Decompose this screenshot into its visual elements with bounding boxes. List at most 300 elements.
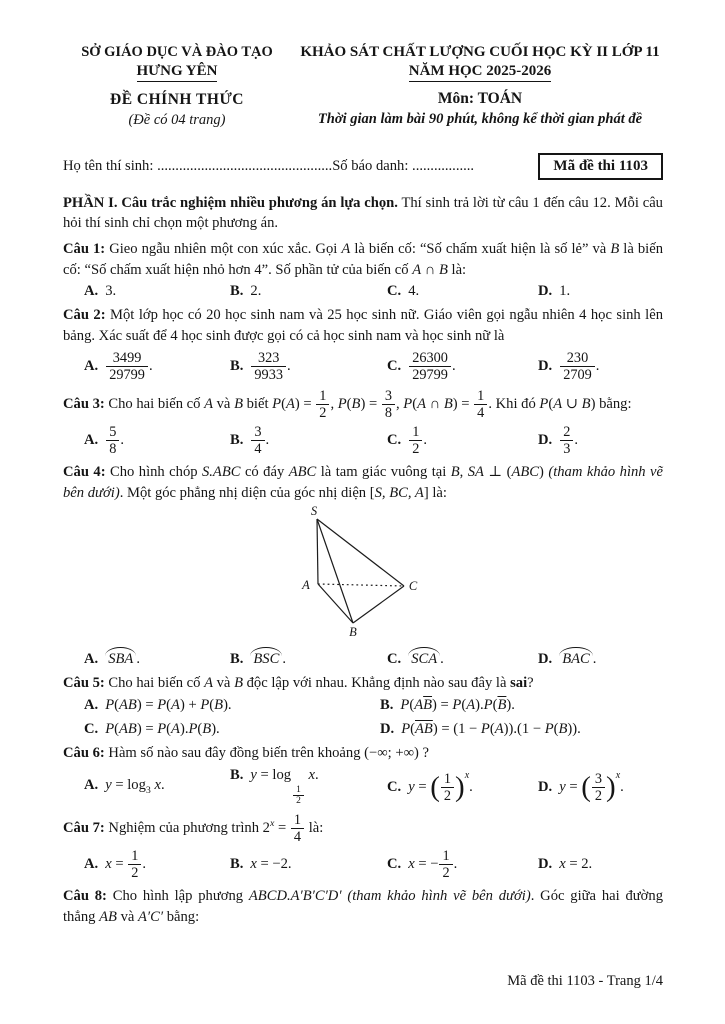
right-paren: ) <box>455 770 465 803</box>
text-run: . Góc giữa hai đường thẳng <box>63 888 663 925</box>
option-B <box>230 647 387 668</box>
wide-hat-angle: BAC <box>559 647 593 668</box>
text-run: ( <box>166 720 172 737</box>
question-6 <box>63 743 663 807</box>
question-1 <box>63 239 663 300</box>
text-run: ) + <box>179 696 201 713</box>
text-run: ( <box>197 720 203 737</box>
math-var: AB <box>119 720 137 737</box>
fraction-numerator: 1 <box>474 388 487 405</box>
question-text <box>63 812 663 845</box>
text-run: )). <box>567 720 581 737</box>
text-run: ( <box>409 696 415 713</box>
text-run: ( <box>114 720 119 737</box>
math-var: y <box>250 766 257 783</box>
text-run: ( <box>209 696 215 713</box>
duration-note: Thời gian làm bài 90 phút, không kể thời gian phát đề <box>317 111 643 127</box>
text-run: độc lập với nhau. Khẳng định nào sau đây là <box>242 675 511 692</box>
text-run: ). <box>223 696 232 713</box>
text-run: ) = <box>294 395 316 412</box>
option-key: C. <box>84 720 99 737</box>
option-B <box>230 283 387 300</box>
question-5 <box>63 673 663 738</box>
text-run: . <box>574 431 579 448</box>
text-run: ) = <box>360 395 381 412</box>
option-key: B. <box>380 696 394 713</box>
vertex-label-B: B <box>349 625 357 640</box>
fraction-numerator: 1 <box>316 388 329 405</box>
text-run: ) = <box>136 720 158 737</box>
text-run: . <box>469 778 473 795</box>
math-var: P <box>483 696 493 713</box>
option-key: A. <box>84 777 99 794</box>
options-row <box>63 647 663 668</box>
option-D <box>538 647 663 668</box>
fraction-denominator: 29799 <box>109 366 145 383</box>
option-key: B. <box>230 283 244 300</box>
math-var: x <box>559 855 566 872</box>
text-run: Một lớp học có 20 học sinh nam và 25 học sinh nữ. Giáo viên gọi ngẫu nhiên 4 học sinh lên bảng. Xác suất để 4 học sinh được gọi có cả học sinh nam và học sinh nữ là <box>63 307 664 344</box>
part1-title: PHẦN I. Câu trắc nghiệm nhiều phương án lựa chọn. <box>63 195 398 211</box>
text-run: ) = <box>452 395 474 412</box>
question-text <box>63 673 663 694</box>
text-run: ( <box>412 395 418 412</box>
candidate-fields <box>63 158 474 175</box>
math-var: x <box>250 855 257 872</box>
fraction <box>105 424 120 457</box>
math-var: AB <box>119 696 137 713</box>
math-var: x <box>308 766 315 783</box>
option-C <box>387 424 538 457</box>
text-run: . <box>314 766 319 783</box>
option-key: C. <box>387 778 402 795</box>
math-var: B <box>214 696 224 713</box>
official-exam-label: ĐỀ CHÍNH THỨC <box>110 91 244 108</box>
text-run: , <box>396 395 404 412</box>
text-run: ). <box>506 696 515 713</box>
text-run: và <box>212 675 235 692</box>
text-run: . <box>160 777 165 794</box>
option-D <box>538 770 663 804</box>
math-var: A <box>285 395 295 412</box>
fraction-numerator: 2 <box>560 424 573 441</box>
question-text <box>63 239 663 280</box>
option-A <box>84 647 230 668</box>
math-var: B <box>581 395 591 412</box>
math-var: x <box>154 777 161 794</box>
math-var: B <box>351 395 361 412</box>
question-label: Câu 2: <box>63 307 111 324</box>
pyramid-svg <box>270 505 470 639</box>
math-var: A <box>412 261 422 278</box>
math-var: P <box>401 720 411 737</box>
question-4 <box>63 462 663 668</box>
text-run: ) <box>539 463 549 480</box>
edge-SC <box>317 519 404 586</box>
option-A <box>84 777 230 796</box>
superscript: x <box>269 817 275 829</box>
text-run: . <box>453 855 458 872</box>
fraction <box>250 424 265 457</box>
math-var: ABC <box>511 463 540 480</box>
math-var: P <box>105 696 115 713</box>
fraction <box>315 388 330 421</box>
text-run: = <box>565 778 582 795</box>
options-row <box>63 697 663 714</box>
option-key: D. <box>538 357 553 374</box>
text-run: ( <box>410 720 415 737</box>
vertex-label-S: S <box>310 505 318 519</box>
math-var: x <box>408 855 415 872</box>
option-key: C. <box>387 651 402 668</box>
text-run: ( <box>281 395 286 412</box>
math-var: A <box>414 696 424 713</box>
text-run: . <box>595 357 600 374</box>
text-run: . <box>451 357 456 374</box>
question-text <box>63 886 663 927</box>
text-run: ) = <box>432 696 453 713</box>
math-var: SA <box>467 463 484 480</box>
option-key: B. <box>230 357 244 374</box>
text-run: = − <box>414 855 439 872</box>
fraction-numerator: 1 <box>291 812 304 829</box>
fraction-numerator: 26300 <box>409 350 451 367</box>
registration-number-dots: ................. <box>412 158 475 174</box>
text-run: ( <box>461 696 467 713</box>
option-key: A. <box>84 651 99 668</box>
text-run: ? <box>527 675 534 692</box>
math-var: y <box>559 778 566 795</box>
text-run: Nghiệm của phương trình 2 <box>108 819 270 836</box>
options-row <box>63 283 663 300</box>
question-2 <box>63 305 663 382</box>
question-label: Câu 7: <box>63 819 109 836</box>
option-key: A. <box>84 431 99 448</box>
math-var: (tham khảo hình vẽ bên dưới) <box>63 463 663 501</box>
question-text <box>63 388 663 421</box>
option-A <box>84 697 380 714</box>
fraction-denominator: 3 <box>563 440 571 457</box>
option-key: D. <box>538 855 553 872</box>
fraction-denominator: 4 <box>477 404 485 421</box>
text-run: = <box>111 855 128 872</box>
text-run: ( <box>346 395 352 412</box>
text-run: biết <box>242 395 273 412</box>
option-D <box>538 350 663 383</box>
math-var: A <box>204 675 213 692</box>
question-label: Câu 6: <box>63 744 109 761</box>
text-run: . <box>282 651 286 668</box>
text-run: Cho hai biến cố <box>108 395 205 412</box>
edge-SB <box>317 519 353 623</box>
question-label: Câu 4: <box>63 463 110 480</box>
fraction-denominator: 4 <box>293 828 302 845</box>
text-run: ∩ <box>426 395 444 412</box>
fraction-denominator: 2 <box>319 404 327 421</box>
superscript: x <box>615 769 621 781</box>
math-var: P <box>400 696 410 713</box>
option-B <box>230 424 387 457</box>
text-run: = 2. <box>565 855 593 872</box>
text-run: ( <box>166 696 172 713</box>
fraction-denominator: 9933 <box>254 366 283 383</box>
option-C <box>387 350 538 383</box>
wide-hat-angle: BSC <box>250 647 282 668</box>
text-run: ( <box>548 395 554 412</box>
wide-hat-angle: SCA <box>408 647 440 668</box>
fraction-numerator: 3 <box>382 388 395 405</box>
text-run: Cho hình chóp <box>110 463 202 480</box>
header-left <box>63 44 291 129</box>
math-var: AB <box>99 908 117 925</box>
fraction-denominator: 2 <box>442 864 450 881</box>
text-run: . <box>620 778 624 795</box>
exam-title: KHẢO SÁT CHẤT LƯỢNG CUỐI HỌC KỲ II LỚP 11 <box>300 44 660 60</box>
province-name: HƯNG YÊN <box>63 63 291 82</box>
fraction-numerator: 3 <box>251 424 264 441</box>
fraction-numerator: 1 <box>441 771 454 788</box>
option-key: B. <box>230 855 244 872</box>
text-run: 3. <box>105 283 117 300</box>
math-var: S, BC, A <box>374 484 424 501</box>
math-var: P <box>403 395 413 412</box>
option-key: D. <box>538 283 553 300</box>
fraction-numerator: 1 <box>293 785 304 797</box>
question-label: Câu 5: <box>63 675 109 692</box>
question-8 <box>63 886 663 927</box>
option-key: B. <box>230 431 244 448</box>
text-run: là: <box>305 819 324 836</box>
math-var: A <box>553 395 563 412</box>
fraction-denominator: 4 <box>254 440 262 457</box>
part1-heading <box>63 193 663 234</box>
text-run: là biến cố: “Số chấm xuất hiện là số lẻ” và <box>350 240 611 257</box>
math-var: P <box>452 696 462 713</box>
page-count-note: (Đề có 04 trang) <box>128 112 226 128</box>
math-var: B <box>234 675 243 692</box>
option-key: D. <box>538 651 553 668</box>
fraction <box>250 350 287 383</box>
text-run: và <box>116 908 138 925</box>
superscript: x <box>464 769 470 781</box>
math-var: ABCD.A′B′C′D′ <box>248 888 342 904</box>
fraction-denominator: 2 <box>412 440 420 457</box>
text-run: = log <box>256 766 292 783</box>
text-run: . <box>120 431 125 448</box>
text-run: ⊥ ( <box>483 463 512 480</box>
math-var: (tham khảo hình vẽ bên dưới) <box>347 888 531 904</box>
math-var: B <box>202 720 212 737</box>
text-run: ( <box>553 720 559 737</box>
part1-instructions: Thí sinh trả lời từ câu 1 đến câu 12. Mỗi câu hỏi thí sinh chỉ chọn một phương án. <box>63 195 663 232</box>
text-run: ∩ <box>421 261 439 278</box>
math-var: P <box>272 395 282 412</box>
math-var: A′C′ <box>138 908 164 925</box>
department-name: SỞ GIÁO DỤC VÀ ĐÀO TẠO <box>81 44 273 60</box>
question-label: Câu 8: <box>63 888 113 904</box>
math-var: A <box>171 696 180 713</box>
math-var: A <box>171 720 180 737</box>
math-var: A <box>417 395 427 412</box>
options-row <box>63 350 663 383</box>
subscript: 3 <box>145 785 151 797</box>
footer-page-info: Mã đề thi 1103 - Trang 1/4 <box>507 973 663 989</box>
math-var: P <box>188 720 198 737</box>
fraction-denominator: 29799 <box>412 366 448 383</box>
text-run: là: <box>447 261 467 278</box>
candidate-row <box>63 153 663 180</box>
option-D <box>538 283 663 300</box>
option-key: C. <box>387 855 402 872</box>
fraction-numerator: 230 <box>560 350 595 367</box>
option-key: A. <box>84 855 99 872</box>
fraction <box>559 350 596 383</box>
question-7 <box>63 812 663 881</box>
text-run: ) = <box>136 696 158 713</box>
left-paren: ( <box>581 770 591 803</box>
math-var: ABC <box>288 463 317 480</box>
fraction <box>381 388 396 421</box>
option-key: D. <box>538 778 553 795</box>
fraction-numerator: 5 <box>106 424 119 441</box>
text-run: ] là: <box>423 484 447 501</box>
fraction <box>127 848 142 881</box>
option-B <box>230 767 387 807</box>
right-paren: ) <box>606 770 616 803</box>
option-B <box>230 350 387 383</box>
text-run: . <box>440 651 444 668</box>
option-key: B. <box>230 766 244 783</box>
option-D <box>380 721 663 738</box>
fraction-numerator: 1 <box>128 848 141 865</box>
text-run: Gieo ngẫu nhiên một con xúc xắc. Gọi <box>109 240 342 257</box>
text-run: Cho hai biến cố <box>108 675 205 692</box>
vertex-label-A: A <box>302 578 310 593</box>
option-key: B. <box>230 651 244 668</box>
overline-var: $\overline{AB}$ <box>415 720 433 737</box>
text-run: 2. <box>250 283 262 300</box>
option-key: D. <box>538 431 553 448</box>
candidate-name-label: Họ tên thí sinh: <box>63 158 158 174</box>
text-run: ) = (1 − <box>432 720 481 737</box>
option-C <box>84 721 380 738</box>
paren-fraction <box>430 771 465 804</box>
edge-BC <box>353 586 404 623</box>
fraction-numerator: 1 <box>409 424 422 441</box>
fraction-denominator: 2 <box>296 796 301 807</box>
option-key: C. <box>387 283 402 300</box>
fraction <box>440 771 455 804</box>
math-var: P <box>157 696 167 713</box>
bold-text: sai <box>510 675 528 692</box>
left-paren: ( <box>430 770 440 803</box>
candidate-name-dots: ................................................ <box>157 158 333 174</box>
math-var: y <box>105 777 112 794</box>
fraction <box>292 785 305 807</box>
header-right <box>291 44 663 129</box>
text-run: . <box>265 431 270 448</box>
question-text <box>63 743 663 764</box>
text-run: Hàm số nào sau đây đồng biến trên khoảng (−∞; +∞) ? <box>108 744 429 761</box>
text-run: . <box>142 855 147 872</box>
option-D <box>538 424 663 457</box>
option-key: C. <box>387 357 402 374</box>
overline-var: $\overline{B}$ <box>423 696 433 713</box>
question-label: Câu 1: <box>63 240 110 257</box>
text-run: ). <box>179 720 189 737</box>
option-key: A. <box>84 357 99 374</box>
option-A <box>84 848 230 881</box>
math-var: A <box>204 395 213 412</box>
text-run: bằng: <box>163 908 200 925</box>
text-run: , <box>330 395 338 412</box>
text-run: Cho hình lập phương <box>112 888 249 904</box>
option-C <box>387 770 538 804</box>
exam-code-box: Mã đề thi 1103 <box>538 153 663 180</box>
option-C <box>387 647 538 668</box>
option-A <box>84 424 230 457</box>
school-year: NĂM HỌC 2025-2026 <box>297 63 663 82</box>
option-B <box>380 697 663 714</box>
paren-fraction <box>581 771 616 804</box>
text-run: , <box>459 463 468 480</box>
fraction-denominator: 2 <box>131 864 139 881</box>
math-var: P <box>200 696 210 713</box>
math-var: B <box>234 395 243 412</box>
text-run: = <box>414 778 431 795</box>
option-key: A. <box>84 696 99 713</box>
option-key: D. <box>380 720 395 737</box>
text-run: có đáy <box>240 463 289 480</box>
fraction-numerator: 3 <box>592 771 605 788</box>
text-run: ( <box>492 696 498 713</box>
fraction-numerator: 323 <box>251 350 286 367</box>
registration-number-label: Số báo danh: <box>332 158 413 174</box>
fraction <box>408 424 423 457</box>
vertex-label-C: C <box>408 579 418 594</box>
math-var: y <box>408 778 415 795</box>
overline-var: $\overline{B}$ <box>497 696 507 713</box>
text-run: và <box>212 395 235 412</box>
fraction-denominator: 8 <box>384 404 392 421</box>
math-var: P <box>480 720 490 737</box>
text-run: ). <box>211 720 220 737</box>
math-var: P <box>157 720 167 737</box>
math-var: B <box>558 720 568 737</box>
text-run: 4. <box>408 283 420 300</box>
fraction-denominator: 2 <box>594 787 603 804</box>
fraction <box>559 424 574 457</box>
text-run: . <box>286 357 291 374</box>
math-var: B <box>610 240 620 257</box>
option-D <box>538 856 663 873</box>
text-run: là tam giác vuông tại <box>316 463 451 480</box>
option-B <box>230 856 387 873</box>
fraction <box>408 350 452 383</box>
question-text <box>63 305 663 346</box>
text-run: 1. <box>559 283 571 300</box>
text-run: = −2. <box>256 855 292 872</box>
edge-AC <box>318 584 404 586</box>
math-var: P <box>337 395 347 412</box>
fraction-denominator: 8 <box>109 440 117 457</box>
math-var: P <box>544 720 554 737</box>
text-run: . <box>592 651 597 668</box>
math-var: B <box>438 261 448 278</box>
text-run: ( <box>489 720 495 737</box>
text-run: . <box>136 651 140 668</box>
fraction <box>438 848 453 881</box>
